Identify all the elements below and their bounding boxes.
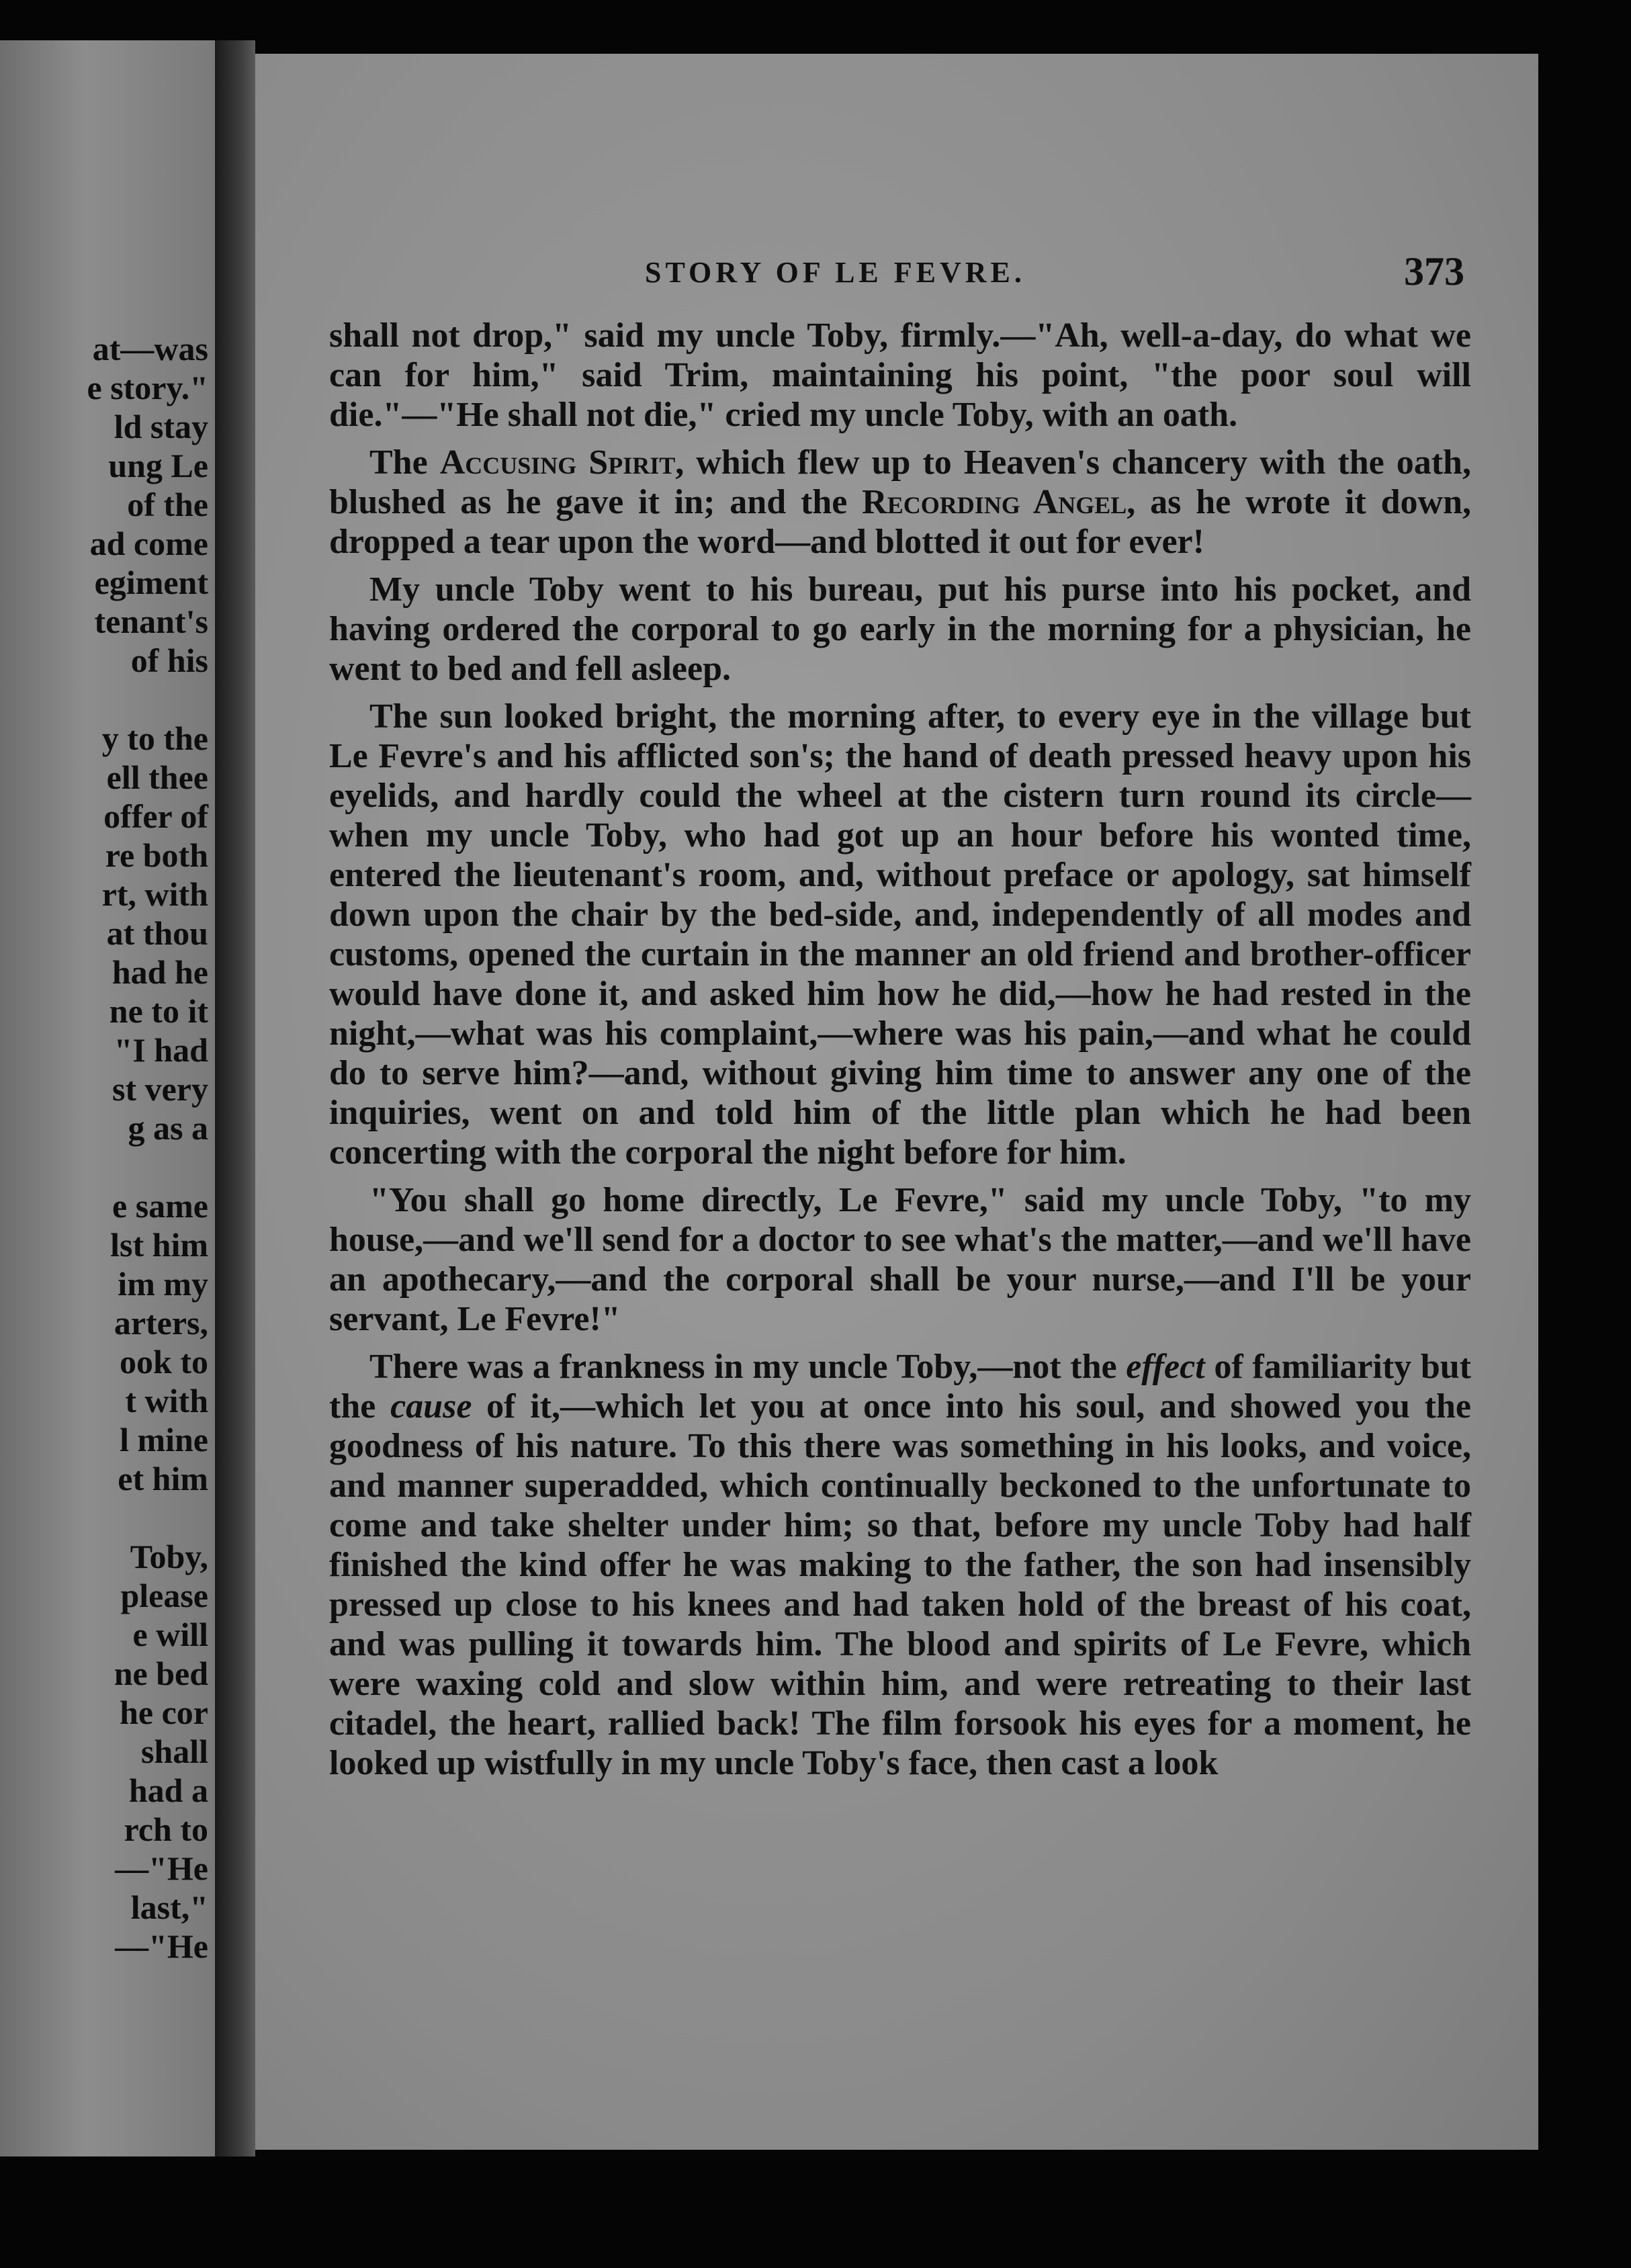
previous-page-line-fragment: at—was bbox=[92, 330, 208, 367]
previous-page-line-fragment: st very bbox=[112, 1070, 208, 1108]
previous-page-line-fragment: lst him bbox=[110, 1226, 208, 1264]
previous-page-line-fragment: t with bbox=[125, 1382, 208, 1420]
page-number: 373 bbox=[1404, 249, 1464, 294]
previous-page-line-fragment: et him bbox=[118, 1460, 208, 1497]
previous-page-line-fragment: had a bbox=[128, 1772, 208, 1809]
book-gutter bbox=[215, 40, 255, 2156]
previous-page-line-fragment: —"He bbox=[115, 1927, 208, 1965]
previous-page-line-fragment: please bbox=[120, 1577, 208, 1614]
previous-page-line-fragment: last," bbox=[130, 1888, 208, 1926]
previous-page-line-fragment: ung Le bbox=[108, 447, 208, 484]
previous-page-line-fragment: ell thee bbox=[106, 758, 208, 796]
small-caps-term: Recording Angel bbox=[862, 483, 1127, 521]
previous-page-line-fragment: l mine bbox=[120, 1421, 208, 1458]
previous-page-line-fragment: arters, bbox=[114, 1304, 208, 1342]
previous-page-line-fragment: of his bbox=[130, 642, 208, 679]
previous-page-line-fragment: he cor bbox=[120, 1694, 208, 1731]
previous-page-line-fragment: ne bed bbox=[114, 1655, 208, 1692]
previous-page-line-fragment: re both bbox=[105, 836, 208, 874]
previous-page-line-fragment: ook to bbox=[120, 1343, 208, 1381]
paragraph: The Accusing Spirit, which flew up to Heaven's chancery with the oath, blushed as he gave it in; and the Recording Angel, as he wrote it down, dropped a tear upon the word—and blotted it out for ever! bbox=[329, 443, 1471, 561]
previous-page-line-fragment: g as a bbox=[128, 1109, 208, 1147]
italic-word: effect bbox=[1126, 1348, 1205, 1386]
previous-page-edge bbox=[0, 40, 215, 2156]
previous-page-line-fragment: had he bbox=[112, 953, 208, 991]
book-page bbox=[255, 54, 1538, 2150]
previous-page-line-fragment: y to the bbox=[101, 719, 208, 757]
previous-page-line-fragment: ld stay bbox=[114, 408, 208, 445]
previous-page-line-fragment: tenant's bbox=[94, 603, 208, 640]
previous-page-line-fragment: ne to it bbox=[109, 992, 208, 1030]
small-caps-term: Accusing Spirit bbox=[439, 443, 676, 482]
paragraph: There was a frankness in my uncle Toby,—not the effect of familiarity but the cause of it,—which let you at once into his soul, and showed you the goodness of his nature. To this there was something in his looks, and voice, and manner superadded, which continually beckoned to the unfortunate to come and take shelter under him; so that, before my uncle Toby had half finished the kind offer he was making to the father, the son had insensibly pressed up close to his knees and had taken hold of the breast of his coat, and was pulling it towards him. The blood and spirits of Le Fevre, which were waxing cold and slow within him, and were retreating to their last citadel, the heart, rallied back! The film forsook his eyes for a moment, he looked up wistfully in my uncle Toby's face, then cast a look bbox=[329, 1348, 1471, 1782]
body-text bbox=[329, 316, 1471, 1783]
italic-word: cause bbox=[390, 1387, 472, 1426]
previous-page-line-fragment: ad come bbox=[89, 525, 208, 562]
previous-page-line-fragment: shall bbox=[140, 1733, 208, 1770]
previous-page-line-fragment: of the bbox=[127, 486, 208, 523]
paragraph: "You shall go home directly, Le Fevre," said my uncle Toby, "to my house,—and we'll send for a doctor to see what's the matter,—and we'll have an apothecary,—and the corporal shall be your nurse,—and I'll be your servant, Le Fevre!" bbox=[329, 1181, 1471, 1338]
previous-page-line-fragment: e story." bbox=[87, 369, 208, 406]
running-title: STORY OF LE FEVRE. bbox=[645, 256, 1026, 289]
previous-page-line-fragment: egiment bbox=[94, 564, 208, 601]
previous-page-line-fragment: e same bbox=[112, 1187, 208, 1225]
previous-page-line-fragment: e will bbox=[132, 1616, 208, 1653]
previous-page-line-fragment: rch to bbox=[124, 1811, 208, 1848]
previous-page-line-fragment: "I had bbox=[114, 1031, 208, 1069]
previous-page-line-fragment: at thou bbox=[106, 914, 208, 952]
page-header bbox=[336, 249, 1464, 302]
previous-page-line-fragment: —"He bbox=[115, 1849, 208, 1887]
previous-page-line-fragment: Toby, bbox=[130, 1538, 208, 1575]
previous-page-line-fragment: offer of bbox=[103, 797, 208, 835]
paragraph: My uncle Toby went to his bureau, put his purse into his pocket, and having ordered the corporal to go early in the morning for a physician, he went to bed and fell asleep. bbox=[329, 570, 1471, 688]
paragraph: shall not drop," said my uncle Toby, firmly.—"Ah, well-a-day, do what we can for him," said Trim, maintaining his point, "the poor soul will die."—"He shall not die," cried my uncle Toby, with an oath. bbox=[329, 316, 1471, 434]
paragraph: The sun looked bright, the morning after, to every eye in the village but Le Fevre's and his afflicted son's; the hand of death pressed heavy upon his eyelids, and hardly could the wheel at the cistern turn round its circle—when my uncle Toby, who had got up an hour before his wonted time, entered the lieutenant's room, and, without preface or apology, sat himself down upon the chair by the bed-side, and, independently of all modes and customs, opened the curtain in the manner an old friend and brother-officer would have done it, and asked him how he did,—how he had rested in the night,—what was his complaint,—where was his pain,—and what he could do to serve him?—and, without giving him time to answer any one of the inquiries, went on and told him of the little plan which he had been concerting with the corporal the night before for him. bbox=[329, 697, 1471, 1172]
previous-page-line-fragment: im my bbox=[118, 1265, 208, 1303]
previous-page-line-fragment: rt, with bbox=[101, 875, 208, 913]
